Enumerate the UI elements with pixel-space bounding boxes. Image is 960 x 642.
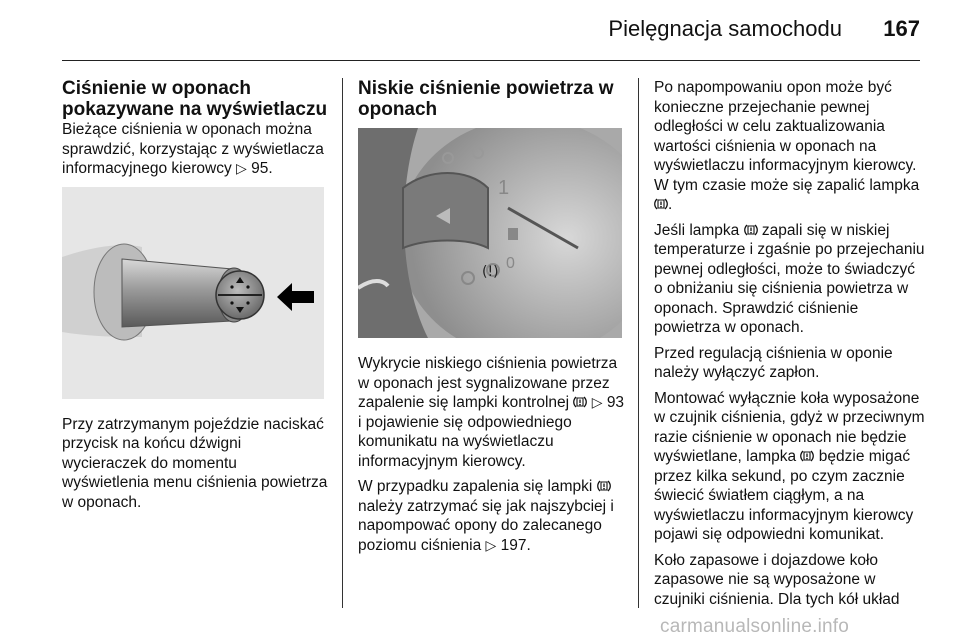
tpms-warning-lamp-icon <box>597 479 611 493</box>
column-3 <box>654 78 926 615</box>
paragraph-sensor-wheels <box>654 389 926 545</box>
header-rule <box>62 60 920 61</box>
xref-triangle-icon: ▷ <box>236 160 247 176</box>
svg-text:1: 1 <box>498 177 510 199</box>
instrument-cluster-illustration <box>358 128 622 338</box>
tpms-warning-lamp-icon <box>744 223 758 237</box>
text-blinking: będzie migać przez kilka sekund, po czym zacznie świecić światłem ciągłym, a na wyświetlaczu informacyjnym kierowcy pojawi się odpowiedni komunikat. <box>654 448 914 543</box>
page-number: 167 <box>883 16 920 41</box>
tpms-warning-lamp-icon <box>573 395 587 409</box>
svg-text:0: 0 <box>506 255 515 272</box>
text-after-inflation: Po napompowaniu opon może być konieczne przejechanie pewnej odległości w celu zaktualizowania wartości ciśnienia w oponach na wyświetlaczu informacyjnym kierowcy. W tym czasie może się zapalić lampka <box>654 79 920 194</box>
watermark: carmanualsonline.info <box>660 616 850 637</box>
intro-paragraph <box>62 120 328 179</box>
intro-page-ref: 95. <box>251 160 273 177</box>
page-header <box>0 0 960 62</box>
page-ref-93: 93 <box>606 394 625 411</box>
paragraph-after-inflation <box>654 78 926 215</box>
paragraph-low-temperature <box>654 221 926 338</box>
paragraph-low-pressure-detection <box>358 354 626 471</box>
text-message: i pojawienie się odpowiedniego komunikatu na wyświetlaczu informacyjnym kierowcy. <box>358 413 572 470</box>
text-period: . <box>668 196 673 213</box>
text-if-lamp: Jeśli lampka <box>654 221 740 239</box>
figure-caption: Przy zatrzymanym pojeździe naciskać przycisk na końcu dźwigni wycieraczek do momentu wyświetlenia menu ciśnienia powietrza w oponach. <box>62 415 328 511</box>
paragraph-ignition-off: Przed regulacją ciśnienia w oponie należy wyłączyć zapłon. <box>654 344 893 381</box>
text-stop-inflate: należy zatrzymać się jak najszybciej i napompować opony do zalecanego poziomu ciśnienia <box>358 497 614 554</box>
page-ref-197: 197. <box>500 536 531 554</box>
intro-text: Bieżące ciśnienia w oponach można sprawdzić, korzystając z wyświetlacza informacyjnego kierowcy <box>62 121 324 177</box>
section-heading-tyre-pressure-display: Ciśnienie w oponach pokazywane na wyświetlaczu <box>62 78 328 120</box>
column-divider-1 <box>342 78 343 608</box>
tpms-warning-lamp-icon <box>800 449 814 463</box>
wiper-lever-illustration <box>62 187 324 399</box>
paragraph-spare-wheel: Koło zapasowe i dojazdowe koło zapasowe nie są wyposażone w czujniki ciśnienia. Dla tych kół układ <box>654 551 900 608</box>
text-detection: Wykrycie niskiego ciśnienia powietrza w oponach jest sygnalizowane przez zapalenie się lampki kontrolnej <box>358 355 618 411</box>
text-sensor-wheels: Montować wyłącznie koła wyposażone w czujnik ciśnienia, gdyż w przeciwnym razie ciśnienie w oponach nie będzie wyświetlane, lampka <box>654 389 925 465</box>
column-2 <box>358 78 626 561</box>
text-low-temperature: zapali się w niskiej temperaturze i zgaśnie po przejechaniu pewnej odległości, może to świadczyć o obniżaniu się ciśnienia powietrza w oponach. Sprawdzić ciśnienie powietrza w oponach. <box>654 221 925 336</box>
xref-triangle-icon: ▷ <box>591 394 603 410</box>
column-divider-2 <box>638 78 639 608</box>
svg-text:(!): (!) <box>482 264 499 280</box>
column-1 <box>62 78 328 518</box>
xref-triangle-icon: ▷ <box>485 536 497 553</box>
paragraph-lamp-lit <box>358 477 626 555</box>
section-heading-low-tyre-pressure: Niskie ciśnienie powietrza w oponach <box>358 78 614 120</box>
header-title: Pielęgnacja samochodu <box>608 16 842 41</box>
text-lamp-lit: W przypadku zapalenia się lampki <box>358 478 593 495</box>
tpms-warning-lamp-icon <box>654 197 668 211</box>
